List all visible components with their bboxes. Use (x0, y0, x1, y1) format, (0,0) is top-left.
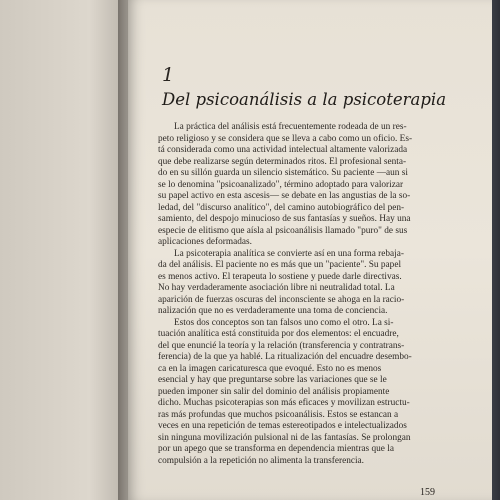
text-line: Estos dos conceptos son tan falsos uno como el otro. La si- (174, 317, 394, 328)
chapter-number: 1 (162, 64, 175, 86)
text-line: La psicoterapia analítica se convierte así en una forma rebaja- (174, 248, 404, 259)
text-line: por un apego que se transforma en dependencia mientras que la (158, 444, 394, 454)
text-line: aplicaciones deformadas. (158, 237, 252, 247)
text-line: aparición de fuerzas oscuras del inconsciente se ahoga en la racio- (158, 294, 405, 305)
text-line: da del análisis. El paciente no es más que un "paciente". Su papel (158, 260, 402, 270)
text-line: tá considerada como una actividad intelectual altamente valorizada (158, 145, 408, 155)
page-number: 159 (420, 487, 435, 498)
book-page (128, 0, 492, 500)
text-line: dicho. Muchas psicoterapias son más eficaces y movilizan estructu- (158, 398, 410, 408)
paragraph (158, 249, 480, 318)
text-line: tuación analítica está constituida por dos elementos: el encuadre, (158, 329, 399, 339)
text-line: veces en una repetición de temas estereotipados e intelectualizados (158, 421, 407, 431)
text-line: es menos activo. El terapeuta lo sostiene y puede darle directivas. (158, 271, 402, 282)
text-line: nalización que no es verdaderamente una toma de conciencia. (158, 306, 388, 316)
chapter-title: Del psicoanálisis a la psicoterapia (162, 90, 447, 109)
left-page-edge (0, 0, 128, 500)
paragraph (158, 122, 480, 249)
body-text (158, 122, 480, 467)
text-line: ledad, del "discurso analítico", del camino autobiográfico del pen- (158, 202, 405, 213)
text-line: esencial y hay que preguntarse sobre las variaciones que se le (158, 375, 387, 385)
text-line: sin ninguna movilización pulsional ni de las fantasías. Se prolongan (158, 432, 411, 443)
text-line: ras más profundas que muchos psicoanálisis. Estos se estancan a (158, 409, 399, 420)
text-line: peto religioso y se considera que se lleva a cabo como un oficio. Es- (158, 133, 413, 144)
text-line: do en su sillón guarda un silencio sistemático. Su paciente —aun si (158, 168, 408, 178)
text-line: ferencia) de la que ya hablé. La ritualización del encuadre desembo- (158, 352, 412, 362)
text-line: compulsión a la repetición no alimenta la transferencia. (158, 455, 364, 466)
text-line: que debe realizarse según determinados ritos. El profesional senta- (158, 156, 407, 167)
text-line: se lo denomina "psicoanalizado", término adoptado para valorizar (158, 179, 404, 190)
background-strip (492, 0, 500, 500)
text-line: No hay verdaderamente asociación libre ni neutralidad total. La (158, 283, 395, 293)
paragraph (158, 318, 480, 468)
text-line: pueden imponer sin salir del dominio del análisis propiamente (158, 386, 390, 397)
text-line: ca en la imagen caricaturesca que evoqué. Esto no es menos (158, 363, 382, 374)
text-line: samiento, del despojo minucioso de sus fantasías y sueños. Hay una (158, 214, 411, 224)
text-line: su papel activo en esta ascesis— se debate en las angustias de la so- (158, 191, 411, 201)
text-line: del que enuncié la teoría y la relación (transferencia y contratrans- (158, 340, 405, 351)
text-line: especie de elitismo que aísla al psicoanálisis llamado "puro" de sus (158, 225, 408, 236)
text-line: La práctica del análisis está frecuentemente rodeada de un res- (174, 122, 407, 132)
